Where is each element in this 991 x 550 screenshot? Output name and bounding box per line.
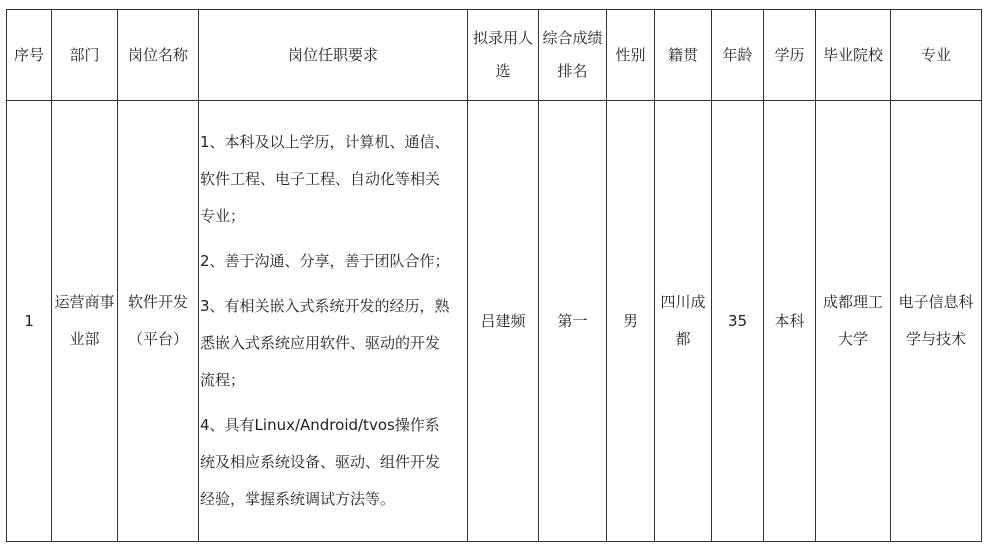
cell-position-line1: 软件开发	[127, 293, 188, 311]
cell-education: 本科	[764, 101, 816, 542]
recruitment-table	[6, 9, 982, 542]
header-requirements: 岗位任职要求	[199, 10, 468, 101]
header-rank-line1: 综合成绩	[542, 29, 603, 47]
header-age: 年龄	[712, 10, 764, 101]
cell-native	[655, 101, 712, 542]
cell-dept-line2: 业部	[69, 330, 100, 348]
header-rank	[539, 10, 607, 101]
recruitment-table-wrapper	[6, 9, 982, 542]
header-candidate	[468, 10, 539, 101]
cell-native-line1: 四川成	[660, 293, 706, 311]
cell-school-line1: 成都理工	[822, 293, 883, 311]
header-school: 毕业院校	[816, 10, 891, 101]
requirement-3-line2: 悉嵌入式系统应用软件、驱动的开发	[200, 334, 441, 352]
requirement-4-line1: 4、具有Linux/Android/tvos操作系	[200, 416, 440, 434]
header-dept: 部门	[52, 10, 118, 101]
cell-requirements	[199, 101, 468, 542]
requirement-3-line3: 流程；	[200, 371, 246, 389]
header-row	[7, 10, 982, 101]
header-position: 岗位名称	[118, 10, 199, 101]
table-row	[7, 101, 982, 542]
requirement-2-line1: 2、善于沟通、分享，善于团队合作；	[200, 252, 450, 270]
requirement-1-line1: 1、本科及以上学历，计算机、通信、	[200, 133, 450, 151]
cell-school	[816, 101, 891, 542]
requirement-gap	[200, 280, 467, 288]
cell-position	[118, 101, 199, 542]
cell-rank: 第一	[539, 101, 607, 542]
requirement-1-line3: 专业；	[200, 207, 246, 225]
cell-major-line2: 学与技术	[905, 330, 966, 348]
header-major: 专业	[891, 10, 982, 101]
requirement-3-line1: 3、有相关嵌入式系统开发的经历，熟	[200, 297, 450, 315]
header-seq: 序号	[7, 10, 52, 101]
cell-dept-line1: 运营商事	[54, 293, 115, 311]
header-gender: 性别	[607, 10, 655, 101]
cell-position-line2: （平台）	[127, 330, 188, 348]
requirement-1-line2: 软件工程、电子工程、自动化等相关	[200, 170, 441, 188]
cell-gender: 男	[607, 101, 655, 542]
header-candidate-line2: 选	[495, 62, 511, 80]
cell-seq: 1	[7, 101, 52, 542]
cell-native-line2: 都	[675, 330, 691, 348]
requirement-gap	[200, 399, 467, 407]
header-native: 籍贯	[655, 10, 712, 101]
cell-dept	[52, 101, 118, 542]
requirement-4-line3: 经验，掌握系统调试方法等。	[200, 490, 396, 508]
header-education: 学历	[764, 10, 816, 101]
header-rank-line2: 排名	[557, 62, 588, 80]
cell-major-line1: 电子信息科	[898, 293, 974, 311]
cell-major	[891, 101, 982, 542]
cell-school-line2: 大学	[837, 330, 868, 348]
header-candidate-line1: 拟录用人	[472, 29, 533, 47]
cell-age: 35	[712, 101, 764, 542]
cell-candidate: 吕建频	[468, 101, 539, 542]
requirement-4-line2: 统及相应系统设备、驱动、组件开发	[200, 453, 441, 471]
requirement-gap	[200, 235, 467, 243]
